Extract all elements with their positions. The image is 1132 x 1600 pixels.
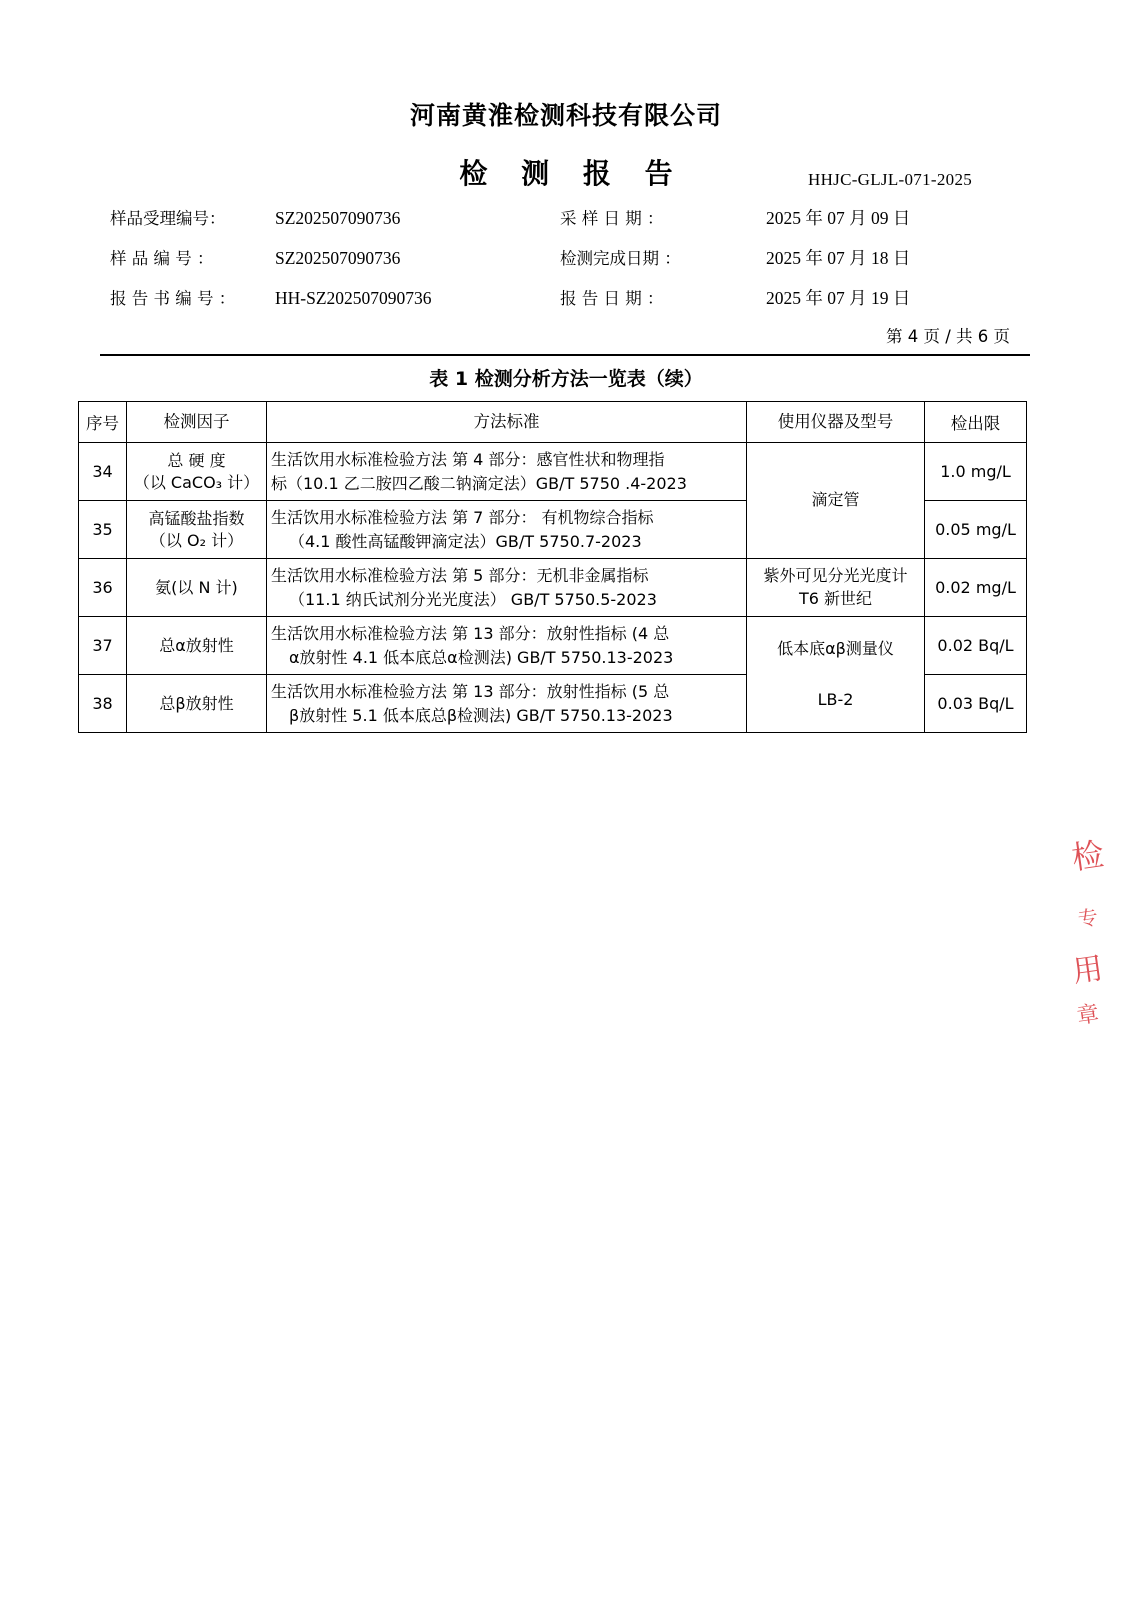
standard-line: β放射性 5.1 低本底总β检测法) GB/T 5750.13-2023: [289, 705, 673, 725]
report-title: 检 测 报 告: [459, 157, 685, 190]
cell-limit: 0.05 mg/L: [925, 501, 1027, 559]
cell-standard: [267, 617, 747, 675]
report-code: HHJC-GLJL-071-2025: [808, 170, 973, 189]
col-header-factor: 检测因子: [127, 402, 267, 443]
cell-factor: 总β放射性: [127, 675, 267, 733]
col-header-standard: 方法标准: [267, 402, 747, 443]
table-header-row: [79, 402, 1027, 443]
cell-no: 34: [79, 443, 127, 501]
cell-instrument: 滴定管: [747, 443, 925, 559]
table-row: [79, 617, 1027, 675]
meta-label-test-complete-date: 检测完成日期 ：: [560, 249, 681, 268]
meta-label-report-no: 报 告 书 编 号 ：: [110, 289, 236, 308]
report-meta: [110, 205, 1030, 325]
stamp-char: 章: [1075, 1001, 1101, 1030]
factor-line: （以 CaCO₃ 计）: [133, 472, 260, 492]
meta-row: [110, 205, 1030, 245]
official-stamp: [1058, 834, 1118, 1070]
standard-line: 标（10.1 乙二胺四乙酸二钠滴定法）GB/T 5750 .4-2023: [271, 473, 687, 493]
cell-factor: [127, 501, 267, 559]
instrument-line: 紫外可见分光光度计: [763, 566, 908, 586]
meta-row: [110, 285, 1030, 325]
page-indicator: 第 4 页 / 共 6 页: [885, 327, 1010, 346]
cell-standard: [267, 675, 747, 733]
meta-label-sample-no: 样 品 编 号 ：: [110, 249, 214, 268]
meta-label-sampling-date: 采 样 日 期 ：: [560, 209, 664, 228]
stamp-char: 专: [1076, 904, 1100, 931]
cell-factor: [127, 443, 267, 501]
meta-value-sampling-date: 2025 年 07 月 09 日: [766, 208, 911, 228]
cell-standard: [267, 443, 747, 501]
factor-line: 总 硬 度: [167, 450, 226, 470]
company-name: 河南黄淮检测科技有限公司: [409, 101, 722, 130]
meta-value-report-date: 2025 年 07 月 19 日: [766, 288, 911, 308]
meta-row: [110, 245, 1030, 285]
test-methods-table: [78, 401, 1027, 733]
cell-no: 37: [79, 617, 127, 675]
meta-label-report-date: 报 告 日 期 ：: [560, 289, 664, 308]
instrument-line: 低本底αβ测量仪: [777, 639, 894, 659]
standard-line: （4.1 酸性高锰酸钾滴定法）GB/T 5750.7-2023: [289, 531, 642, 551]
cell-standard: [267, 501, 747, 559]
cell-instrument: [747, 617, 925, 733]
factor-line: 高锰酸盐指数: [148, 508, 245, 528]
meta-value-sample-no: SZ202507090736: [275, 248, 401, 268]
stamp-char: 用: [1070, 950, 1106, 990]
standard-line: 生活饮用水标准检验方法 第 7 部分： 有机物综合指标: [271, 508, 654, 528]
cell-instrument: [747, 559, 925, 617]
col-header-no: 序号: [79, 402, 127, 443]
cell-limit: 1.0 mg/L: [925, 443, 1027, 501]
cell-no: 35: [79, 501, 127, 559]
meta-value-sample-acceptance-no: SZ202507090736: [275, 208, 401, 228]
factor-line: （以 O₂ 计）: [149, 530, 244, 550]
cell-factor: 总α放射性: [127, 617, 267, 675]
instrument-line: T6 新世纪: [798, 588, 873, 608]
stamp-char: 检: [1069, 834, 1107, 878]
meta-label-sample-acceptance-no: 样品受理编号：: [110, 209, 226, 228]
cell-factor: 氨(以 N 计): [127, 559, 267, 617]
standard-line: 生活饮用水标准检验方法 第 5 部分：无机非金属指标: [271, 566, 649, 586]
standard-line: 生活饮用水标准检验方法 第 13 部分：放射性指标 (5 总: [271, 682, 670, 702]
cell-limit: 0.03 Bq/L: [925, 675, 1027, 733]
header-divider: [100, 354, 1030, 356]
cell-no: 38: [79, 675, 127, 733]
cell-no: 36: [79, 559, 127, 617]
cell-standard: [267, 559, 747, 617]
table-row: [79, 559, 1027, 617]
standard-line: 生活饮用水标准检验方法 第 13 部分：放射性指标 (4 总: [271, 624, 670, 644]
cell-limit: 0.02 mg/L: [925, 559, 1027, 617]
meta-value-test-complete-date: 2025 年 07 月 18 日: [766, 248, 911, 268]
instrument-line: LB-2: [817, 689, 854, 709]
standard-line: α放射性 4.1 低本底总α检测法) GB/T 5750.13-2023: [289, 647, 674, 667]
col-header-instrument: 使用仪器及型号: [747, 402, 925, 443]
standard-line: 生活饮用水标准检验方法 第 4 部分：感官性状和物理指: [271, 450, 665, 470]
table-row: [79, 443, 1027, 501]
table-caption: 表 1 检测分析方法一览表（续）: [429, 368, 703, 390]
meta-value-report-no: HH-SZ202507090736: [275, 288, 432, 308]
standard-line: （11.1 纳氏试剂分光光度法） GB/T 5750.5-2023: [289, 589, 657, 609]
cell-limit: 0.02 Bq/L: [925, 617, 1027, 675]
col-header-limit: 检出限: [925, 402, 1027, 443]
